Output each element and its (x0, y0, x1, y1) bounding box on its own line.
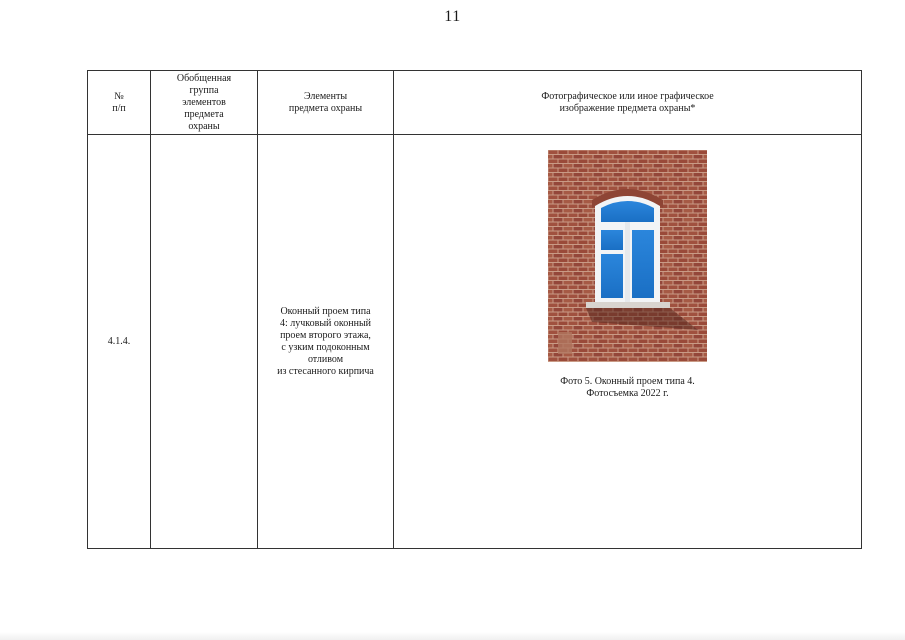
header-group-line: элементов (182, 96, 226, 108)
window-glass (601, 254, 623, 298)
row-photo (394, 135, 862, 549)
photo-caption (560, 376, 695, 400)
row-elements-line: проем второго этажа, (280, 329, 371, 341)
scan-edge (0, 632, 905, 640)
row-elements-line: из стесанного кирпича (277, 365, 374, 377)
photo-caption-line: Фото 5. Оконный проем типа 4. (560, 376, 695, 387)
window-glass (632, 230, 654, 298)
header-elements-line: Элементы (303, 90, 348, 102)
header-number-line: № (114, 90, 124, 102)
header-photo-line: Фотографическое или иное графическое (541, 90, 714, 102)
row-number: 4.1.4. (88, 135, 151, 549)
row-elements-line: 4: лучковый оконный (279, 317, 372, 329)
row-elements-line: отливом (307, 353, 344, 365)
header-group-line: Обобщенная (176, 72, 232, 84)
header-group-line: предмета (184, 108, 224, 120)
window-mullion (625, 222, 630, 302)
photo-caption-line: Фотосъемка 2022 г. (586, 388, 669, 399)
page-number: 11 (444, 8, 461, 25)
table-header-row (88, 71, 862, 135)
row-elements (258, 135, 394, 549)
header-photo-line: изображение предмета охраны* (559, 102, 696, 114)
header-elements-line: предмета охраны (288, 102, 363, 114)
header-number (88, 71, 151, 135)
window-sill (586, 302, 670, 308)
window-glass (601, 230, 623, 250)
wall-patch (558, 332, 572, 354)
header-group-line: охраны (188, 120, 220, 132)
row-group (151, 135, 258, 549)
row-elements-line: с узким подоконным (281, 341, 370, 353)
window-photo (548, 150, 707, 362)
row-elements-line: Оконный проем типа (280, 305, 371, 317)
header-group-line: группа (189, 84, 219, 96)
header-group (151, 71, 258, 135)
protection-elements-table (87, 70, 862, 549)
header-elements (258, 71, 394, 135)
table-row (88, 135, 862, 549)
header-number-line: п/п (112, 102, 126, 114)
header-photo (394, 71, 862, 135)
